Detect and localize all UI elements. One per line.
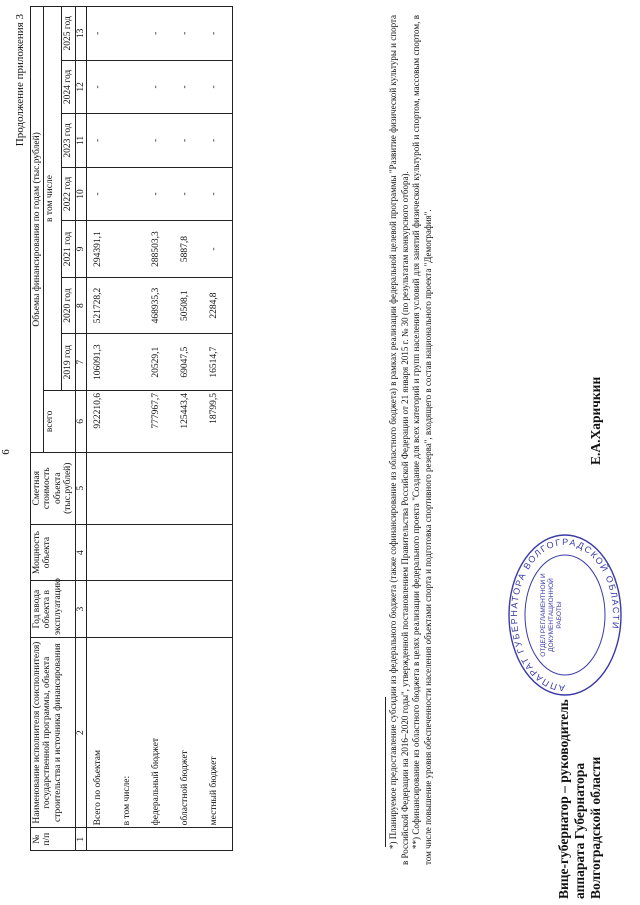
header-year-2019: 2019 год — [62, 334, 75, 391]
col-number: 9 — [75, 221, 86, 278]
cell-y2025: - — [145, 7, 174, 61]
cell-y2022: - — [174, 167, 203, 221]
col-number: 11 — [75, 114, 86, 168]
page-number: 6 — [0, 449, 12, 455]
cell-y2025: - — [174, 7, 203, 61]
cell-y2022: - — [145, 167, 174, 221]
cell-y2023: - — [145, 114, 174, 168]
cell-name: в том числе: — [116, 637, 145, 827]
cell-name: Всего по объектам — [87, 637, 117, 827]
cell-y2024 — [116, 60, 145, 114]
column-number-row — [75, 7, 86, 851]
cell-y2020: 2284,8 — [203, 277, 233, 334]
cell-y2022: - — [87, 167, 117, 221]
cell-y2021: - — [203, 221, 233, 278]
cell-cost — [174, 452, 203, 524]
cell-year — [145, 581, 174, 638]
table-row — [145, 7, 174, 851]
col-number: 6 — [75, 390, 86, 452]
header-cost: Сметная стоимость объекта (тыс.рублей) — [31, 452, 76, 524]
cell-y2020: 521728,2 — [87, 277, 117, 334]
header-year-2021: 2021 год — [62, 221, 75, 278]
col-number: 13 — [75, 7, 86, 61]
header-year-2025: 2025 год — [62, 7, 75, 61]
footnotes — [388, 15, 434, 865]
cell-year — [116, 581, 145, 638]
cell-y2020: 468935,3 — [145, 277, 174, 334]
cell-y2020 — [116, 277, 145, 334]
cell-year — [174, 581, 203, 638]
header-year-2023: 2023 год — [62, 114, 75, 168]
cell-total: 922210,6 — [87, 390, 117, 452]
footnote-2: **) Софинансирование из областного бюджета в целях реализации федерального проекта "Создание для всех категорий и групп населения условий для занятий физической культурой и спортом, массовым спортом, в том числе повышение уровня обеспеченности населения объектами спорта и подготовка спортивного резерва", входящего в состав национального проекта "Демография". — [411, 15, 433, 865]
cell-y2022 — [116, 167, 145, 221]
cell-y2023 — [116, 114, 145, 168]
cell-cost — [116, 452, 145, 524]
cell-y2020: 50508,1 — [174, 277, 203, 334]
cell-total: 18799,5 — [203, 390, 233, 452]
cell-name: федеральный бюджет — [145, 637, 174, 827]
cell-cost — [145, 452, 174, 524]
cell-cost — [203, 452, 233, 524]
stamp-outer-text: АППАРАТ ГУБЕРНАТОРА ВОЛГОГРАДСКОЙ ОБЛАСТИ — [508, 536, 622, 694]
signer-name: Е.А.Харичкин — [588, 376, 603, 465]
cell-y2019: 69047,5 — [174, 334, 203, 391]
footnote-1: *) Планируемое предоставление субсидии из федерального бюджета (также софинансирование из областного бюджета) в рамках реализации федеральной целевой программы "Развитие физической культуры и спорта в Российской Федерации на 2016–2020 годы", утвержденной постановлением Правительства Российской Федерации от 21 января 2015 г. № 30 (по результатам конкурсного отбора). — [388, 15, 410, 865]
col-number: 1 — [75, 828, 86, 851]
continuation-heading: Продолжение приложения 3 — [14, 14, 26, 147]
header-year-2022: 2022 год — [62, 167, 75, 221]
header-year-2020: 2020 год — [62, 277, 75, 334]
cell-y2019 — [116, 334, 145, 391]
signer-block — [556, 539, 605, 899]
header-capacity: Мощность объекта — [31, 524, 76, 581]
col-number: 3 — [75, 581, 86, 638]
cell-y2019: 20529,1 — [145, 334, 174, 391]
cell-y2025 — [116, 7, 145, 61]
header-total: всего — [44, 390, 75, 452]
header-no: № п/п — [31, 828, 76, 851]
cell-y2025: - — [87, 7, 117, 61]
header-year: Год ввода объекта в эксплуатацию — [31, 581, 76, 638]
cell-y2025: - — [203, 7, 233, 61]
cell-capacity — [145, 524, 174, 581]
cell-y2021 — [116, 221, 145, 278]
cell-y2021: 294391,1 — [87, 221, 117, 278]
stamp-inner-text: ОТДЕЛ РЕГЛАМЕНТНОЙ И ДОКУМЕНТАЦИОННОЙ РАБОТЫ — [540, 573, 563, 657]
header-incl: в том числе — [44, 7, 62, 391]
header-funding: Объемы финансирования по годам (тыс.рублей) — [31, 7, 44, 453]
cell-y2023: - — [174, 114, 203, 168]
cell-y2019: 106091,3 — [87, 334, 117, 391]
cell-name: местный бюджет — [203, 637, 233, 827]
table-row — [203, 7, 233, 851]
cell-y2022: - — [203, 167, 233, 221]
header-name: Наименование исполнителя (соисполнителя) государственной программы, объекта строительства и источника финансирования — [31, 637, 76, 827]
cell-y2023: - — [203, 114, 233, 168]
col-number: 5 — [75, 452, 86, 524]
signer-position-line-1: Вице-губернатор – руководитель — [556, 699, 571, 899]
col-number: 10 — [75, 167, 86, 221]
cell-year — [203, 581, 233, 638]
cell-capacity — [174, 524, 203, 581]
col-number: 4 — [75, 524, 86, 581]
col-number: 2 — [75, 637, 86, 827]
cell-y2024: - — [174, 60, 203, 114]
cell-no — [203, 828, 233, 851]
cell-no — [174, 828, 203, 851]
cell-capacity — [87, 524, 117, 581]
cell-total: 125443,4 — [174, 390, 203, 452]
table-row — [174, 7, 203, 851]
cell-y2023: - — [87, 114, 117, 168]
cell-capacity — [116, 524, 145, 581]
footnote-divider — [385, 697, 386, 847]
cell-total: 777967,7 — [145, 390, 174, 452]
col-number: 8 — [75, 277, 86, 334]
cell-no — [116, 828, 145, 851]
cell-y2024: - — [145, 60, 174, 114]
cell-total — [116, 390, 145, 452]
financing-table — [30, 6, 233, 851]
col-number: 7 — [75, 334, 86, 391]
cell-name: областной бюджет — [174, 637, 203, 827]
header-year-2024: 2024 год — [62, 60, 75, 114]
cell-no — [87, 828, 117, 851]
cell-year — [87, 581, 117, 638]
cell-y2021: 5887,8 — [174, 221, 203, 278]
cell-capacity — [203, 524, 233, 581]
cell-y2021: 288503,3 — [145, 221, 174, 278]
cell-y2019: 16514,7 — [203, 334, 233, 391]
cell-y2024: - — [87, 60, 117, 114]
signer-position-line-2: аппарата Губернатора — [572, 762, 588, 899]
table-row — [87, 7, 117, 851]
signer-position-line-3: Волгоградской области — [588, 756, 604, 899]
cell-y2024: - — [203, 60, 233, 114]
table-row — [116, 7, 145, 851]
cell-cost — [87, 452, 117, 524]
table-body — [87, 7, 233, 851]
cell-no — [145, 828, 174, 851]
col-number: 12 — [75, 60, 86, 114]
